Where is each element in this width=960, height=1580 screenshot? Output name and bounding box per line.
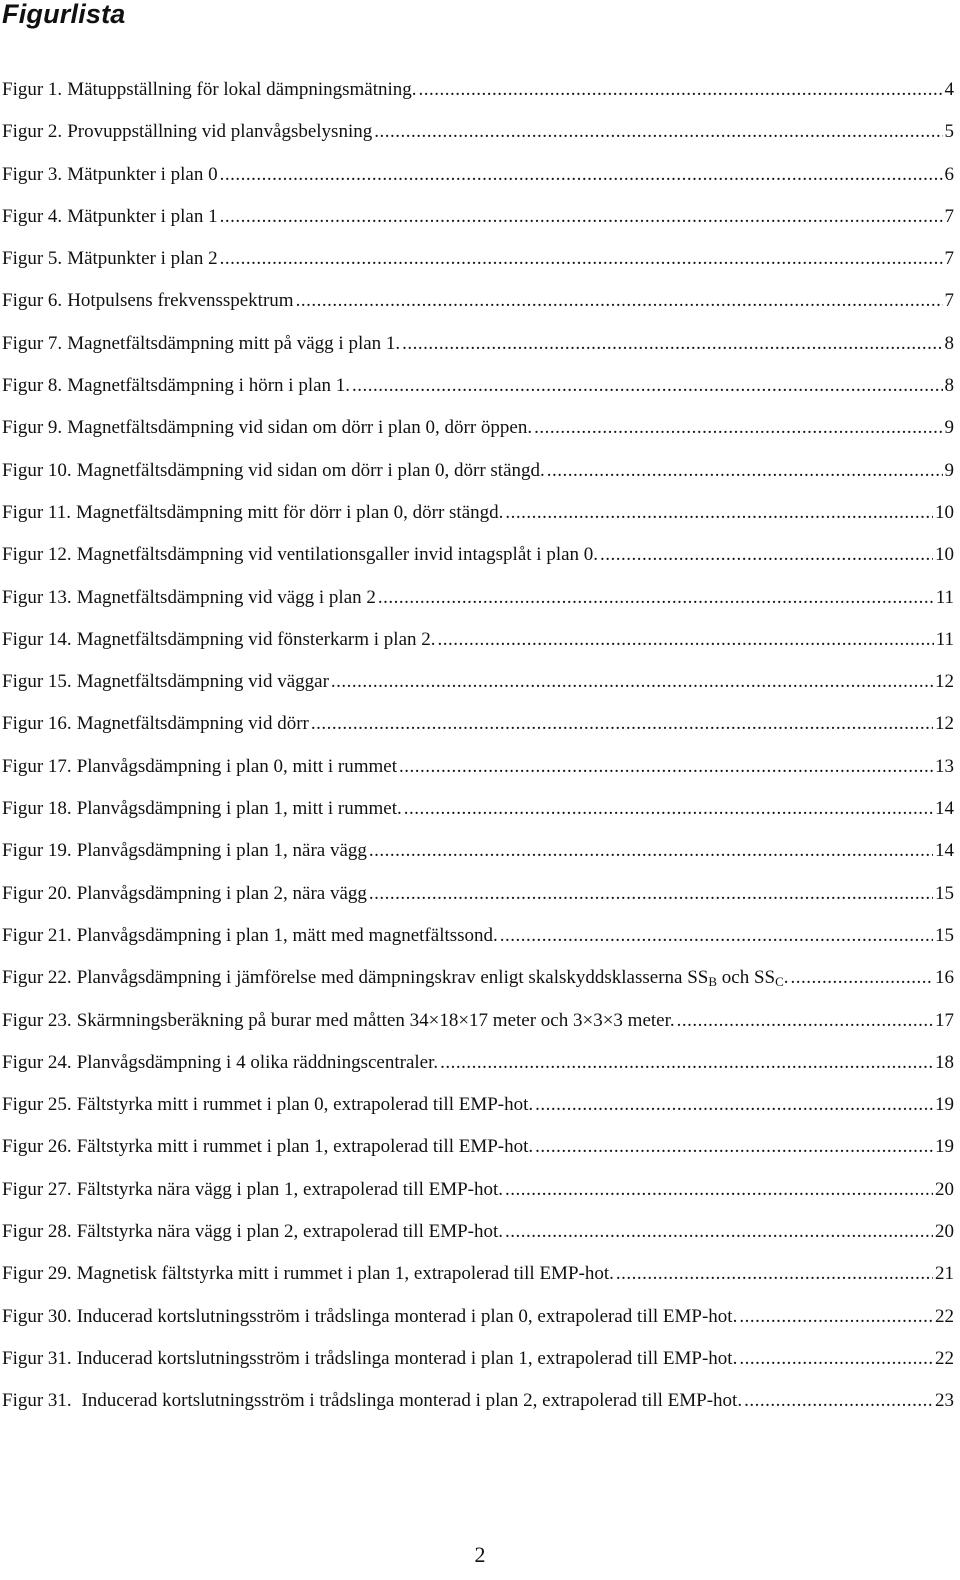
figure-page: 15 xyxy=(935,924,954,946)
toc-entry[interactable] xyxy=(2,749,954,791)
figure-page: 7 xyxy=(944,248,954,270)
toc-entry[interactable] xyxy=(2,241,954,283)
figure-number: Figur 31. xyxy=(2,1347,72,1369)
dot-leader xyxy=(500,918,933,954)
figure-number: Figur 7. xyxy=(2,332,63,354)
subscript: C xyxy=(775,974,784,990)
figure-number: Figur 21. xyxy=(2,924,72,946)
dot-leader xyxy=(791,960,933,996)
figure-number: Figur 18. xyxy=(2,798,72,820)
toc-entry[interactable] xyxy=(2,157,954,199)
figure-number: Figur 25. xyxy=(2,1094,72,1116)
figure-title: Planvågsdämpning i plan 0, mitt i rummet xyxy=(76,755,398,777)
dot-leader xyxy=(378,580,934,616)
dot-leader xyxy=(505,495,933,531)
figure-title: Planvågsdämpning i 4 olika räddningscentraler. xyxy=(76,1051,439,1073)
toc-entry[interactable] xyxy=(2,1129,954,1171)
figure-title: Magnetfältsdämpning vid sidan om dörr i plan 0, dörr öppen. xyxy=(67,417,533,439)
toc-entry[interactable] xyxy=(2,918,954,960)
toc-entry[interactable] xyxy=(2,1172,954,1214)
toc-entry[interactable] xyxy=(2,1341,954,1383)
figure-number: Figur 27. xyxy=(2,1178,72,1200)
figure-page: 20 xyxy=(935,1221,954,1243)
figure-number: Figur 11. xyxy=(2,501,71,523)
figure-number: Figur 13. xyxy=(2,586,72,608)
toc-entry[interactable] xyxy=(2,1383,954,1425)
dot-leader xyxy=(438,622,934,658)
figure-number: Figur 3. xyxy=(2,163,63,185)
figure-page: 10 xyxy=(935,501,954,523)
figure-page: 14 xyxy=(935,840,954,862)
figure-page: 15 xyxy=(935,882,954,904)
figure-page: 12 xyxy=(935,671,954,693)
figure-page: 10 xyxy=(935,544,954,566)
figure-page: 7 xyxy=(944,290,954,312)
figure-title: Magnetfältsdämpning vid vägg i plan 2 xyxy=(76,586,376,608)
figure-number: Figur 15. xyxy=(2,671,72,693)
figure-page: 21 xyxy=(935,1263,954,1285)
dot-leader xyxy=(535,1129,933,1165)
toc-entry[interactable] xyxy=(2,1003,954,1045)
dot-leader xyxy=(352,368,942,404)
figure-title: Hotpulsens frekvensspektrum xyxy=(67,290,294,312)
toc-entry[interactable] xyxy=(2,368,954,410)
dot-leader xyxy=(677,1003,933,1039)
figure-number: Figur 10. xyxy=(2,459,72,481)
dot-leader xyxy=(296,283,943,319)
figure-title: Planvågsdämpning i plan 1, nära vägg xyxy=(76,840,367,862)
figure-title: Magnetfältsdämpning vid dörr xyxy=(76,713,309,735)
figure-page: 14 xyxy=(935,798,954,820)
dot-leader xyxy=(402,326,942,362)
figure-page: 17 xyxy=(935,1009,954,1031)
toc-entry[interactable] xyxy=(2,876,954,918)
dot-leader xyxy=(311,706,933,742)
figure-page: 9 xyxy=(944,459,954,481)
figure-number: Figur 9. xyxy=(2,417,63,439)
figure-title: Fältstyrka mitt i rummet i plan 1, extrapolerad till EMP-hot. xyxy=(76,1136,534,1158)
figure-page: 5 xyxy=(944,121,954,143)
figure-title: Fältstyrka nära vägg i plan 2, extrapolerad till EMP-hot. xyxy=(76,1221,504,1243)
dot-leader xyxy=(220,157,943,193)
dot-leader xyxy=(331,664,933,700)
figure-number: Figur 19. xyxy=(2,840,72,862)
dot-leader xyxy=(419,72,943,108)
dot-leader xyxy=(369,876,933,912)
figure-page: 11 xyxy=(935,586,954,608)
dot-leader xyxy=(616,1256,933,1292)
figure-title: Inducerad kortslutningsström i trådslinga monterad i plan 0, extrapolerad till EMP-hot. xyxy=(76,1305,738,1327)
dot-leader xyxy=(374,114,942,150)
figure-title: Planvågsdämpning i plan 1, mitt i rummet. xyxy=(76,798,402,820)
toc-entry[interactable] xyxy=(2,791,954,833)
dot-leader xyxy=(739,1299,933,1335)
figure-page: 23 xyxy=(935,1390,954,1412)
figure-title: Magnetfältsdämpning vid väggar xyxy=(76,671,329,693)
figure-page: 22 xyxy=(935,1347,954,1369)
figure-title: Magnetfältsdämpning mitt för dörr i plan 0, dörr stängd. xyxy=(75,501,504,523)
page-title: Figurlista xyxy=(2,0,126,29)
toc-entry[interactable] xyxy=(2,1256,954,1298)
figure-number: Figur 28. xyxy=(2,1221,72,1243)
figure-title: Mätpunkter i plan 1 xyxy=(67,205,218,227)
figure-number: Figur 26. xyxy=(2,1136,72,1158)
figure-title: Skärmningsberäkning på burar med måtten 34×18×17 meter och 3×3×3 meter. xyxy=(76,1009,675,1031)
dot-leader xyxy=(220,241,943,277)
figure-page: 6 xyxy=(944,163,954,185)
figure-page: 16 xyxy=(935,967,954,989)
figure-page: 9 xyxy=(944,417,954,439)
figure-number: Figur 2. xyxy=(2,121,63,143)
figure-title: Magnetfältsdämpning vid ventilationsgaller invid intagsplåt i plan 0. xyxy=(76,544,599,566)
figure-number: Figur 4. xyxy=(2,205,63,227)
figure-title: Inducerad kortslutningsström i trådslinga monterad i plan 2, extrapolerad till EMP-hot. xyxy=(76,1390,743,1412)
toc-entry[interactable] xyxy=(2,1045,954,1087)
figure-page: 8 xyxy=(944,375,954,397)
figure-title: Fältstyrka mitt i rummet i plan 0, extrapolerad till EMP-hot. xyxy=(76,1094,534,1116)
figure-number: Figur 30. xyxy=(2,1305,72,1327)
figure-number: Figur 5. xyxy=(2,248,63,270)
figure-number: Figur 17. xyxy=(2,755,72,777)
figure-number: Figur 22. xyxy=(2,967,72,989)
dot-leader xyxy=(600,537,933,573)
figure-number: Figur 24. xyxy=(2,1051,72,1073)
subscript: B xyxy=(708,974,718,990)
figure-title: Magnetfältsdämpning mitt på vägg i plan 1. xyxy=(67,332,401,354)
toc-entry[interactable] xyxy=(2,622,954,664)
figure-title: Inducerad kortslutningsström i trådslinga monterad i plan 1, extrapolerad till EMP-hot. xyxy=(76,1347,738,1369)
toc-entry[interactable] xyxy=(2,283,954,325)
page-number: 2 xyxy=(474,1542,486,1567)
figure-page: 22 xyxy=(935,1305,954,1327)
figure-title: Magnetfältsdämpning i hörn i plan 1. xyxy=(67,375,351,397)
figure-page: 12 xyxy=(935,713,954,735)
figure-title: Planvågsdämpning i jämförelse med dämpningskrav enligt skalskyddsklasserna $SS_B$ och $SS_C$. xyxy=(76,967,789,990)
figure-title: Mätuppställning för lokal dämpningsmätning. xyxy=(67,79,417,100)
toc-entry[interactable] xyxy=(2,453,954,495)
figure-title: Planvågsdämpning i plan 2, nära vägg xyxy=(76,882,367,904)
figure-page: 11 xyxy=(935,628,954,650)
figure-number: Figur 16. xyxy=(2,713,72,735)
toc-entry[interactable] xyxy=(2,114,954,156)
dot-leader xyxy=(739,1341,933,1377)
figure-number: Figur 29. xyxy=(2,1263,72,1285)
figure-page: 18 xyxy=(935,1051,954,1073)
figure-title: Magnetfältsdämpning vid sidan om dörr i plan 0, dörr stängd. xyxy=(76,459,545,481)
figure-title: Fältstyrka nära vägg i plan 1, extrapolerad till EMP-hot. xyxy=(76,1178,504,1200)
toc-entry[interactable] xyxy=(2,537,954,579)
figure-number: Figur 12. xyxy=(2,544,72,566)
toc-entry[interactable] xyxy=(2,580,954,622)
dot-leader xyxy=(534,410,942,446)
toc-entry[interactable] xyxy=(2,72,954,114)
toc-entry[interactable] xyxy=(2,326,954,368)
figure-number: Figur 20. xyxy=(2,882,72,904)
figure-page: 7 xyxy=(944,205,954,227)
toc-entry[interactable] xyxy=(2,706,954,748)
figure-number: Figur 1. xyxy=(2,79,63,100)
figure-page: 13 xyxy=(935,755,954,777)
dot-leader xyxy=(535,1087,933,1123)
toc-entry[interactable] xyxy=(2,1299,954,1341)
toc-entry[interactable] xyxy=(2,960,954,1002)
toc-entry[interactable] xyxy=(2,1087,954,1129)
dot-leader xyxy=(220,199,943,235)
figure-title: Magnetfältsdämpning vid fönsterkarm i plan 2. xyxy=(76,628,436,650)
dot-leader xyxy=(547,453,943,489)
dot-leader xyxy=(505,1214,933,1250)
dot-leader xyxy=(505,1172,933,1208)
figure-list xyxy=(2,72,954,1426)
figure-page: 20 xyxy=(935,1178,954,1200)
figure-title: Magnetisk fältstyrka mitt i rummet i plan 1, extrapolerad till EMP-hot. xyxy=(76,1263,614,1285)
figure-page: 8 xyxy=(944,332,954,354)
dot-leader xyxy=(369,833,933,869)
figure-number: Figur 14. xyxy=(2,628,72,650)
dot-leader xyxy=(404,791,933,827)
toc-entry[interactable] xyxy=(2,1214,954,1256)
figure-page: 19 xyxy=(935,1094,954,1116)
toc-entry[interactable] xyxy=(2,833,954,875)
figure-title: Mätpunkter i plan 0 xyxy=(67,163,218,185)
figure-page: 4 xyxy=(944,79,954,100)
dot-leader xyxy=(399,749,933,785)
figure-number: Figur 31. xyxy=(2,1390,72,1412)
figure-page: 19 xyxy=(935,1136,954,1158)
figure-number: Figur 6. xyxy=(2,290,63,312)
dot-leader xyxy=(744,1383,933,1419)
dot-leader xyxy=(440,1045,933,1081)
toc-entry[interactable] xyxy=(2,410,954,452)
toc-entry[interactable] xyxy=(2,199,954,241)
figure-title: Mätpunkter i plan 2 xyxy=(67,248,218,270)
figure-number: Figur 23. xyxy=(2,1009,72,1031)
toc-entry[interactable] xyxy=(2,664,954,706)
figure-number: Figur 8. xyxy=(2,375,63,397)
toc-entry[interactable] xyxy=(2,495,954,537)
figure-title: Provuppställning vid planvågsbelysning xyxy=(67,121,373,143)
figure-title: Planvågsdämpning i plan 1, mätt med magnetfältssond. xyxy=(76,924,498,946)
